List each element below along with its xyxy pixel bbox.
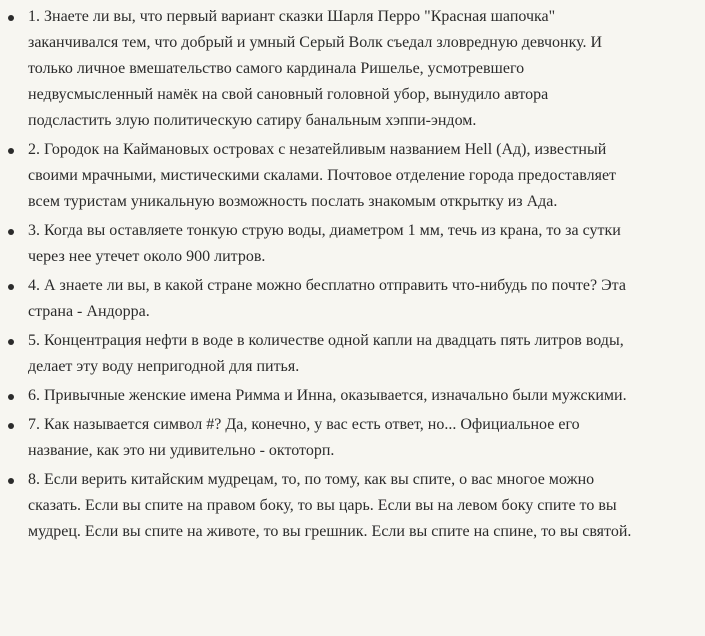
fact-text: 3. Когда вы оставляете тонкую струю воды, диаметром 1 мм, течь из крана, то за сутки через нее утечет около 900 литров. bbox=[28, 222, 621, 265]
fact-item-4 bbox=[18, 273, 635, 325]
fact-text: 1. Знаете ли вы, что первый вариант сказки Шарля Перро "Красная шапочка" заканчивался тем, что добрый и умный Серый Волк съедал зловредную девчонку. И только личное вмешательство самого кардинала Ришелье, усмотревшего недвусмысленный намёк на свой сановный головной убор, вынудило автора подсластить злую политическую сатиру банальным хэппи-эндом. bbox=[28, 8, 603, 129]
fact-item-3 bbox=[18, 218, 635, 270]
fact-item-1 bbox=[18, 4, 635, 134]
bullet-icon bbox=[8, 15, 14, 21]
fact-text: 8. Если верить китайским мудрецам, то, по тому, как вы спите, о вас многое можно сказать. Если вы спите на правом боку, то вы царь. Если вы на левом боку спите то вы мудрец. Если вы спите на животе, то вы грешник. Если вы спите на спине, то вы святой. bbox=[28, 471, 632, 540]
bullet-icon bbox=[8, 148, 14, 154]
fact-text: 5. Концентрация нефти в воде в количестве одной капли на двадцать пять литров воды, делает эту воду непригодной для питья. bbox=[28, 332, 624, 375]
fact-text: 6. Привычные женские имена Римма и Инна, оказывается, изначально были мужскими. bbox=[28, 387, 627, 404]
fact-text: 7. Как называется символ #? Да, конечно, у вас есть ответ, но... Официальное его название, как это ни удивительно - октоторп. bbox=[28, 416, 580, 459]
fact-item-6 bbox=[18, 383, 635, 409]
fact-item-5 bbox=[18, 328, 635, 380]
bullet-icon bbox=[8, 423, 14, 429]
bullet-icon bbox=[8, 394, 14, 400]
fact-text: 4. А знаете ли вы, в какой стране можно бесплатно отправить что-нибудь по почте? Эта страна - Андорра. bbox=[28, 277, 626, 320]
bullet-icon bbox=[8, 229, 14, 235]
fact-item-8 bbox=[18, 467, 635, 545]
fact-item-7 bbox=[18, 412, 635, 464]
bullet-icon bbox=[8, 478, 14, 484]
facts-list bbox=[0, 4, 705, 545]
bullet-icon bbox=[8, 284, 14, 290]
fact-text: 2. Городок на Каймановых островах с незатейливым названием Hell (Ад), известный своими мрачными, мистическими скалами. Почтовое отделение города предоставляет всем туристам уникальную возможность послать знакомым открытку из Ада. bbox=[28, 141, 617, 210]
bullet-icon bbox=[8, 339, 14, 345]
fact-item-2 bbox=[18, 137, 635, 215]
